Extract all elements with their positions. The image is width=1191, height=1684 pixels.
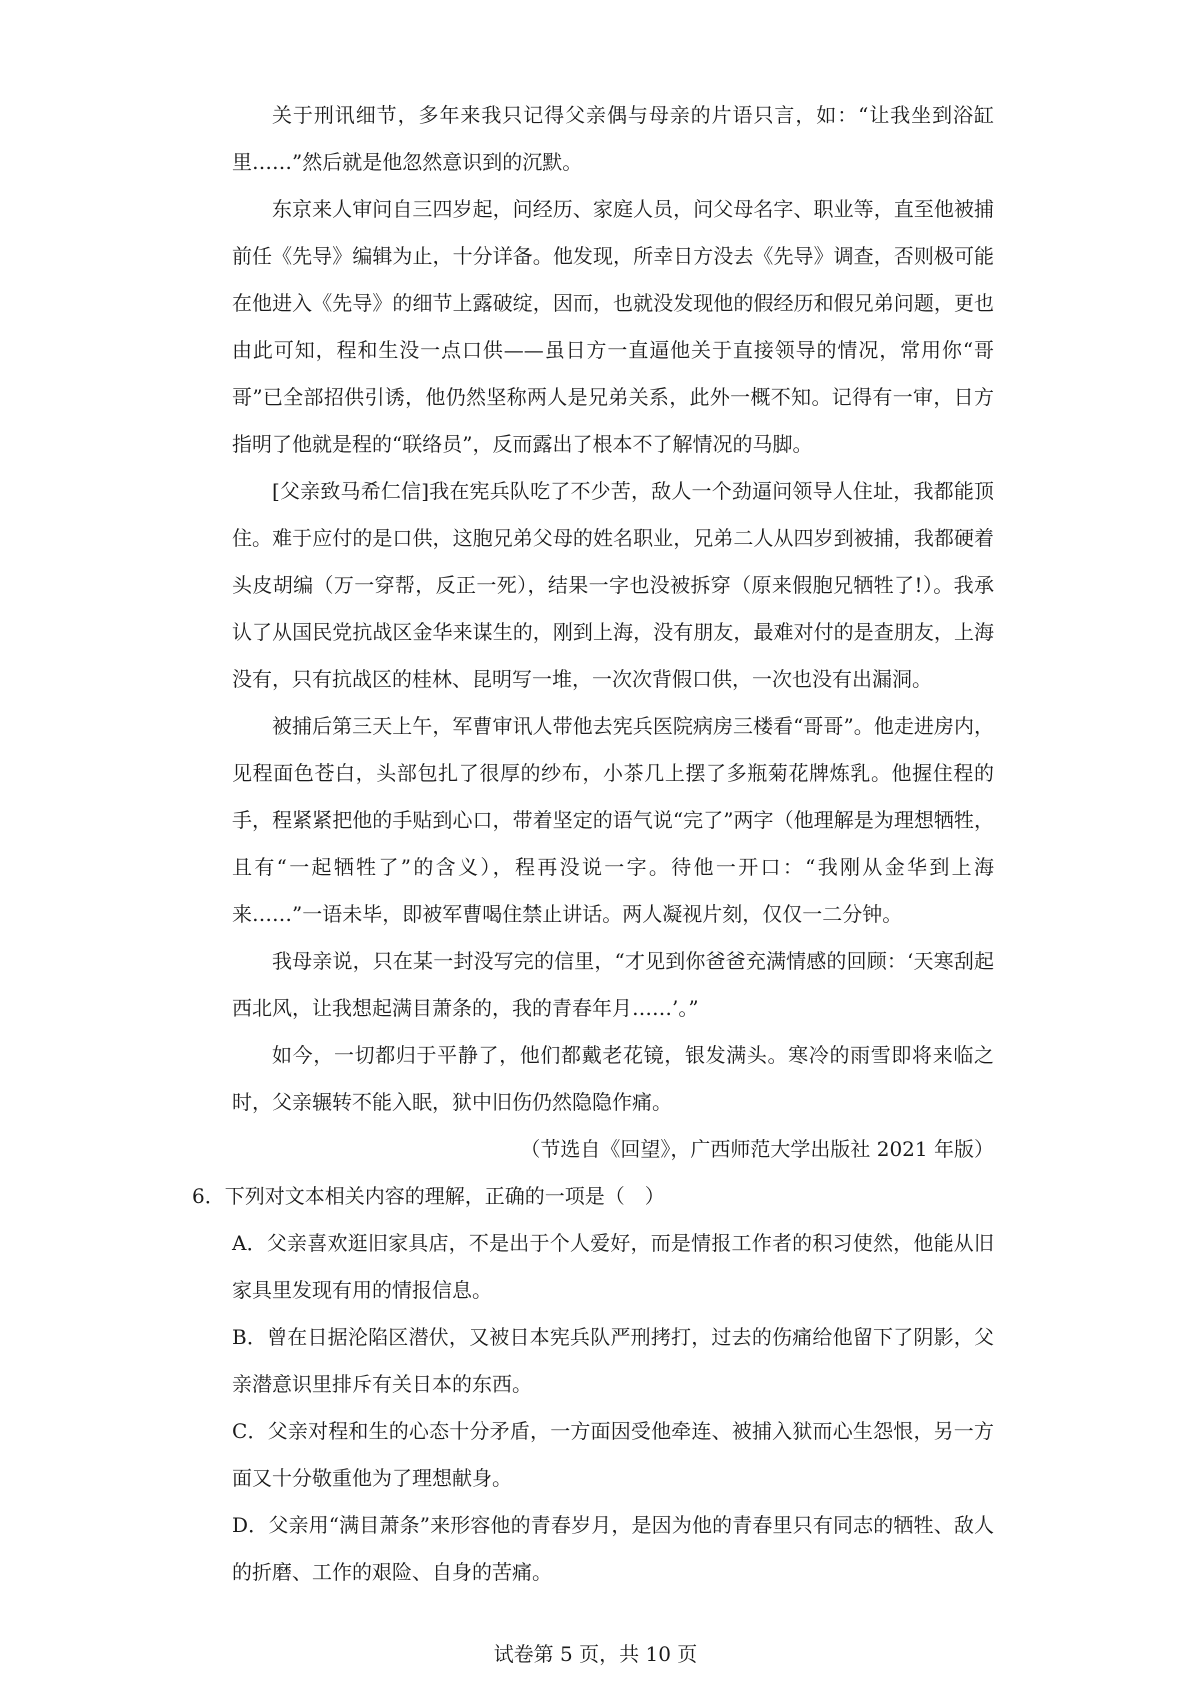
paragraph-2: 东京来人审问自三四岁起，问经历、家庭人员，问父母名字、职业等，直至他被捕前任《先导》编辑为止，十分详备。他发现，所幸日方没去《先导》调查，否则极可能在他进入《先导》的细节上露破绽，因而，也就没发现他的假经历和假兄弟问题，更也由此可知，程和生没一点口供——虽日方一直逼他关于直接领导的情况，常用你“哥哥”已全部招供引诱，他仍然坚称两人是兄弟关系，此外一概不知。记得有一审，日方指明了他就是程的“联络员”，反而露出了根本不了解情况的马脚。 bbox=[232, 197, 994, 456]
question-stem: 6．下列对文本相关内容的理解，正确的一项是（ ） bbox=[192, 1184, 665, 1208]
paragraph-1: 关于刑讯细节，多年来我只记得父亲偶与母亲的片语只言，如：“让我坐到浴缸里……”然后就是他忽然意识到的沉默。 bbox=[232, 103, 994, 174]
option-c: C．父亲对程和生的心态十分矛盾，一方面因受他牵连、被捕入狱而心生怨恨，另一方面又十分敬重他为了理想献身。 bbox=[232, 1419, 994, 1490]
page-footer: 试卷第 5 页，共 10 页 bbox=[493, 1642, 698, 1666]
option-b: B．曾在日据沦陷区潜伏，又被日本宪兵队严刑拷打，过去的伤痛给他留下了阴影，父亲潜意识里排斥有关日本的东西。 bbox=[232, 1325, 994, 1396]
option-a: A．父亲喜欢逛旧家具店，不是出于个人爱好，而是情报工作者的积习使然，他能从旧家具里发现有用的情报信息。 bbox=[232, 1231, 994, 1302]
paragraph-6: 如今，一切都归于平静了，他们都戴老花镜，银发满头。寒冷的雨雪即将来临之时，父亲辗转不能入眠，狱中旧伤仍然隐隐作痛。 bbox=[232, 1043, 994, 1114]
source-citation: （节选自《回望》，广西师范大学出版社 2021 年版） bbox=[520, 1137, 994, 1161]
paragraph-5: 我母亲说，只在某一封没写完的信里，“才见到你爸爸充满情感的回顾：‘天寒刮起西北风，让我想起满目萧条的，我的青春年月……’。” bbox=[232, 949, 994, 1020]
option-d: D．父亲用“满目萧条”来形容他的青春岁月，是因为他的青春里只有同志的牺牲、敌人的折磨、工作的艰险、自身的苦痛。 bbox=[232, 1513, 994, 1584]
paragraph-3: [父亲致马希仁信]我在宪兵队吃了不少苦，敌人一个劲逼问领导人住址，我都能顶住。难于应付的是口供，这胞兄弟父母的姓名职业，兄弟二人从四岁到被捕，我都硬着头皮胡编（万一穿帮，反正一死），结果一字也没被拆穿（原来假胞兄牺牲了!）。我承认了从国民党抗战区金华来谋生的，刚到上海，没有朋友，最难对付的是查朋友，上海没有，只有抗战区的桂林、昆明写一堆，一次次背假口供，一次也没有出漏洞。 bbox=[232, 479, 994, 691]
page-content bbox=[192, 92, 994, 1596]
paragraph-4: 被捕后第三天上午，军曹审讯人带他去宪兵医院病房三楼看“哥哥”。他走进房内，见程面色苍白，头部包扎了很厚的纱布，小茶几上摆了多瓶菊花牌炼乳。他握住程的手，程紧紧把他的手贴到心口，带着坚定的语气说“完了”两字（他理解是为理想牺牲，且有“一起牺牲了”的含义），程再没说一字。待他一开口：“我刚从金华到上海来……”一语未毕，即被军曹喝住禁止讲话。两人凝视片刻，仅仅一二分钟。 bbox=[232, 714, 994, 926]
